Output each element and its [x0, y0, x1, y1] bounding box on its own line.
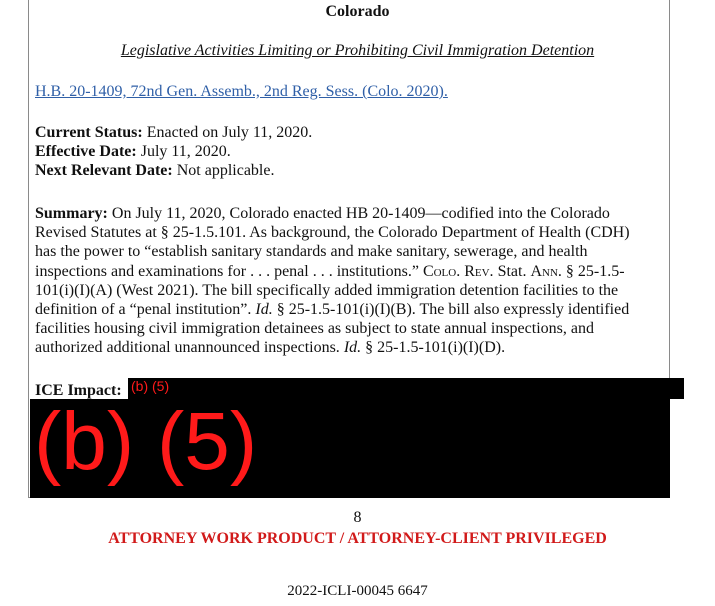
document-id: 2022-ICLI-00045 6647 — [287, 583, 428, 599]
summary-line — [35, 300, 675, 319]
effective-date-row — [35, 142, 312, 161]
summary-text: definition of a “penal institution”. — [35, 301, 256, 319]
summary-line — [35, 204, 675, 223]
summary-text: authorized additional unannounced inspections. — [35, 339, 344, 357]
state-heading: Colorado — [325, 3, 390, 20]
summary-paragraph — [35, 204, 675, 358]
next-relevant-date-row — [35, 161, 312, 180]
summary-label: Summary: — [35, 205, 108, 222]
bill-citation-link[interactable]: H.B. 20-1409, 72nd Gen. Assemb., 2nd Reg. Sess. (Colo. 2020). — [35, 83, 448, 100]
summary-text: inspections and examinations for . . . penal . . . institutions.” — [35, 262, 423, 280]
privilege-notice: ATTORNEY WORK PRODUCT / ATTORNEY-CLIENT PRIVILEGED — [108, 530, 607, 547]
current-status-label: Current Status: — [35, 124, 143, 141]
statute-source-smallcaps: Ann. — [530, 262, 562, 280]
id-citation: Id. — [343, 339, 362, 357]
effective-date-label: Effective Date: — [35, 143, 137, 160]
page-number: 8 — [353, 509, 362, 526]
summary-text: § 25-1.5-101(i)(I)(B). The bill also expressly identified — [272, 301, 630, 319]
summary-text: On July 11, 2020, Colorado enacted HB 20-1409—codified into the Colorado — [107, 205, 610, 222]
current-status-row — [35, 123, 312, 142]
next-relevant-date-label: Next Relevant Date: — [35, 162, 173, 179]
effective-date-value: July 11, 2020. — [136, 143, 231, 160]
summary-text: § 25-1.5- — [561, 262, 625, 280]
section-title: Legislative Activities Limiting or Prohibiting Civil Immigration Detention — [120, 42, 595, 59]
summary-text: § 25-1.5-101(i)(I)(D). — [361, 339, 506, 357]
status-block — [35, 123, 312, 180]
summary-line: facilities housing civil immigration detainees as subject to state annual inspections, and — [35, 320, 594, 338]
summary-line — [35, 262, 675, 281]
summary-line: 101(i)(I)(A) (West 2021). The bill specifically added immigration detention facilities to the — [35, 281, 619, 299]
redaction-code-large: (b) (5) — [34, 396, 258, 487]
summary-line: Revised Statutes at § 25-1.5.101. As background, the Colorado Department of Health (CDH) — [35, 224, 630, 242]
summary-line: has the power to “establish sanitary standards and make sanitary, sewerage, and health — [35, 243, 588, 261]
id-citation: Id. — [255, 301, 273, 319]
ice-impact-label: ICE Impact: — [35, 382, 122, 399]
summary-text: Stat. — [493, 262, 531, 280]
summary-line — [35, 338, 675, 357]
next-relevant-date-value: Not applicable. — [172, 162, 275, 179]
statute-source-smallcaps: Colo. Rev. — [422, 262, 494, 280]
current-status-value: Enacted on July 11, 2020. — [142, 124, 313, 141]
redaction-code-small: (b) (5) — [131, 378, 170, 394]
